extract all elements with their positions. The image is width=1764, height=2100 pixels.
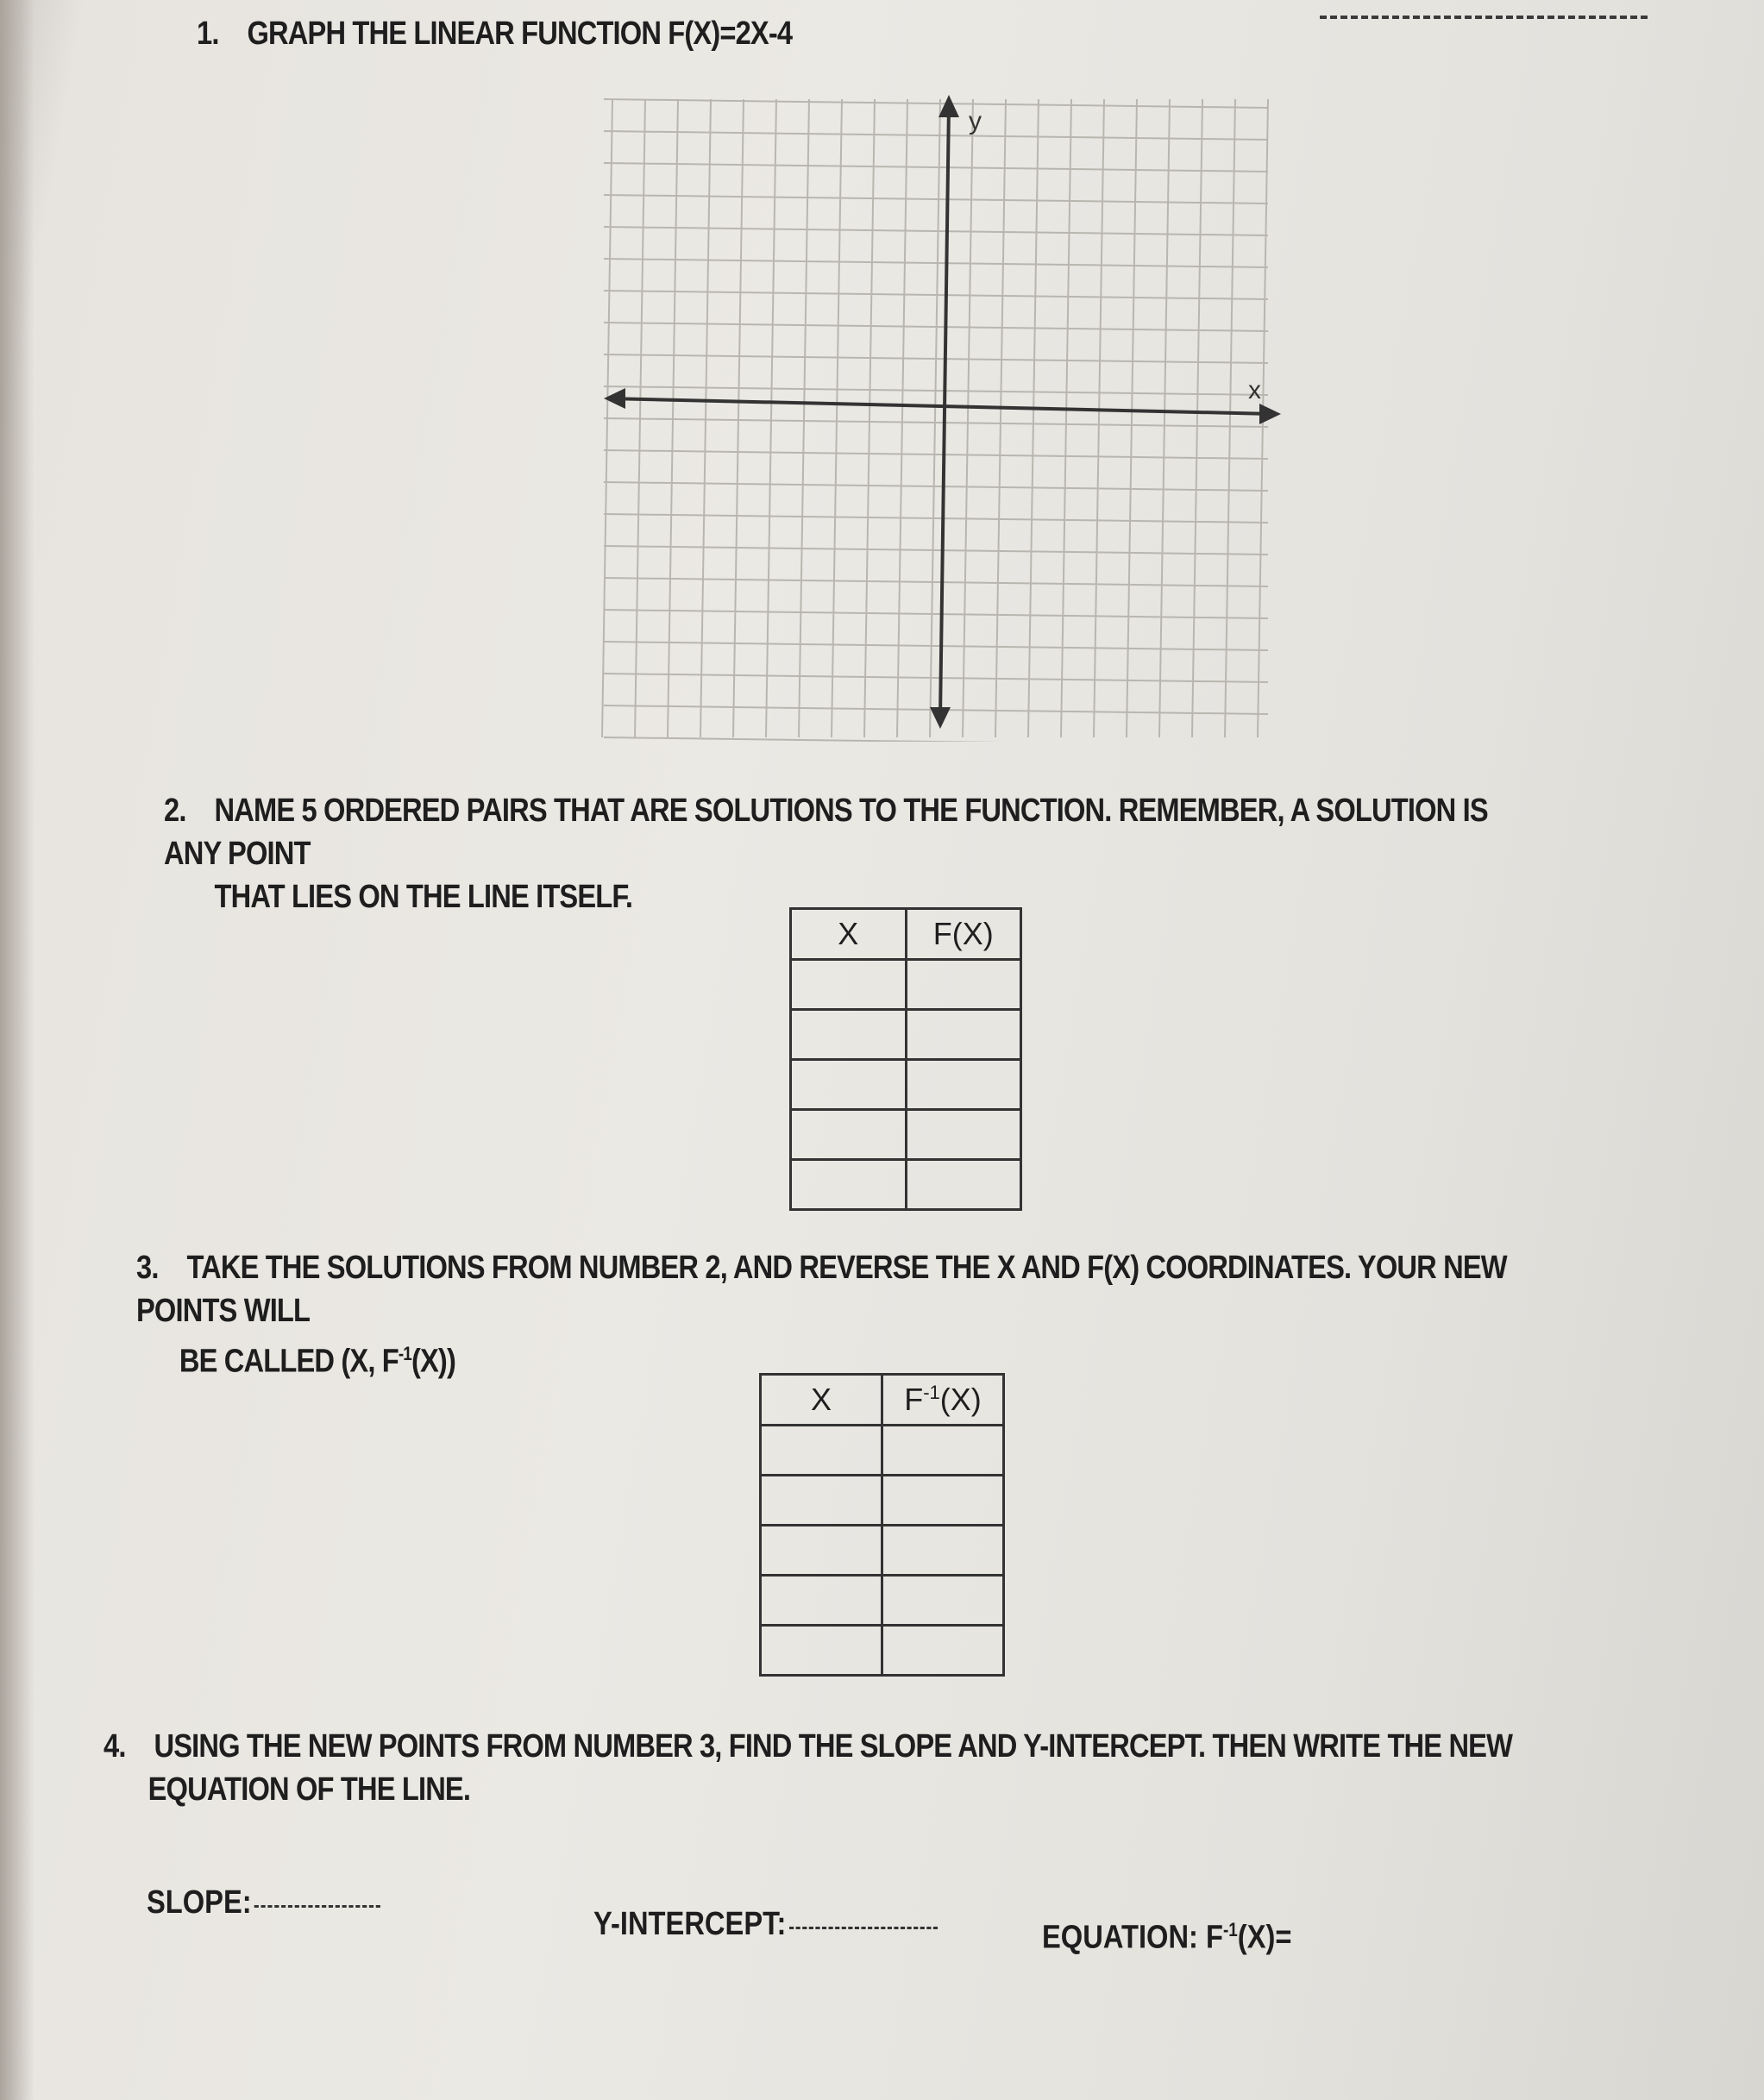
- grid-line-vertical: [963, 99, 973, 737]
- table-cell[interactable]: [791, 960, 907, 1010]
- grid-line-vertical: [1192, 99, 1202, 737]
- page-edge-shadow: [0, 0, 35, 2100]
- table-cell[interactable]: [906, 1010, 1021, 1060]
- table2-header-x: X: [761, 1375, 882, 1426]
- ordered-pairs-table: [789, 907, 1022, 1211]
- question-3-line1: TAKE THE SOLUTIONS FROM NUMBER 2, AND REVERSE THE X AND F(X) COORDINATES. YOUR NEW POINTS WILL: [136, 1250, 1507, 1329]
- coordinate-grid[interactable]: [591, 86, 1290, 742]
- question-2-line2: THAT LIES ON THE LINE ITSELF.: [214, 879, 633, 915]
- grid-line-vertical: [832, 99, 842, 737]
- table-cell[interactable]: [791, 1160, 907, 1210]
- table-row: [791, 1060, 1021, 1110]
- table-cell[interactable]: [791, 1010, 907, 1060]
- table-row: [761, 1576, 1004, 1626]
- grid-line-vertical: [733, 99, 744, 737]
- x-axis-right-arrow: [1259, 404, 1281, 424]
- question-2-number: 2.: [164, 793, 186, 829]
- table-cell[interactable]: [882, 1426, 1004, 1476]
- grid-line-vertical: [897, 99, 907, 737]
- y-intercept-blank[interactable]: [789, 1927, 938, 1929]
- grid-line-horizontal: [604, 259, 1268, 267]
- grid-line-vertical: [1127, 99, 1137, 737]
- y-intercept-answer[interactable]: [593, 1906, 938, 1943]
- table-cell[interactable]: [791, 1110, 907, 1160]
- y-axis-label: y: [969, 107, 982, 135]
- question-3-sup: -1: [398, 1343, 411, 1364]
- y-axis-bottom-arrow: [930, 707, 951, 729]
- table2-header-sup: -1: [923, 1382, 940, 1403]
- equation-answer[interactable]: [1042, 1919, 1291, 1957]
- table2-header-x-arg: (X): [939, 1382, 982, 1417]
- grid-line-vertical: [1028, 99, 1039, 737]
- table-cell[interactable]: [882, 1526, 1004, 1576]
- slope-label: SLOPE:: [147, 1884, 252, 1921]
- grid-line-vertical: [864, 99, 875, 737]
- table-cell[interactable]: [882, 1476, 1004, 1526]
- grid-line-horizontal: [604, 418, 1268, 427]
- question-1-number: 1.: [197, 16, 219, 52]
- table2-header-finv: [882, 1375, 1004, 1426]
- table-row: [761, 1526, 1004, 1576]
- grid-line-vertical: [995, 99, 1006, 737]
- grid-line-vertical: [1225, 99, 1235, 737]
- table1-header-x: X: [791, 909, 907, 960]
- grid-line-horizontal: [604, 610, 1268, 618]
- question-3-line2-pre: BE CALLED (X, F: [179, 1343, 399, 1380]
- grid-line-vertical: [799, 99, 809, 737]
- coordinate-grid-svg: [591, 86, 1290, 742]
- question-3-line2-post: (X)): [411, 1343, 455, 1380]
- table-row: [761, 1626, 1004, 1676]
- table-cell[interactable]: [761, 1526, 882, 1576]
- top-dashed-line: [1320, 16, 1648, 19]
- question-4-number: 4.: [104, 1728, 126, 1765]
- question-1-text: GRAPH THE LINEAR FUNCTION F(X)=2X-4: [247, 16, 793, 52]
- table-cell[interactable]: [906, 1160, 1021, 1210]
- table-row: [791, 1110, 1021, 1160]
- table-cell[interactable]: [761, 1626, 882, 1676]
- grid-line-horizontal: [604, 99, 1268, 108]
- grid-line-horizontal: [604, 482, 1268, 491]
- table-cell[interactable]: [761, 1426, 882, 1476]
- question-3-number: 3.: [136, 1250, 159, 1286]
- inverse-pairs-table: [759, 1373, 1005, 1677]
- question-2: [164, 789, 1540, 918]
- y-axis: [940, 105, 949, 718]
- table-row: [761, 1476, 1004, 1526]
- grid-line-vertical: [700, 99, 711, 737]
- grid-line-horizontal: [604, 291, 1268, 299]
- equation-label-pre: EQUATION: F: [1042, 1919, 1223, 1956]
- table-cell[interactable]: [906, 1060, 1021, 1110]
- question-4-line2: EQUATION OF THE LINE.: [148, 1771, 471, 1808]
- equation-sup: -1: [1222, 1919, 1238, 1940]
- table-cell[interactable]: [791, 1060, 907, 1110]
- grid-line-vertical: [1159, 99, 1170, 737]
- table-cell[interactable]: [906, 960, 1021, 1010]
- grid-line-vertical: [1094, 99, 1104, 737]
- table-cell[interactable]: [882, 1626, 1004, 1676]
- grid-line-vertical: [930, 99, 940, 737]
- table-cell[interactable]: [906, 1110, 1021, 1160]
- question-4-line1: USING THE NEW POINTS FROM NUMBER 3, FIND THE SLOPE AND Y-INTERCEPT. THEN WRITE THE NEW: [154, 1728, 1513, 1765]
- table-row: [761, 1426, 1004, 1476]
- grid-line-horizontal: [604, 642, 1268, 650]
- table-row: [791, 960, 1021, 1010]
- grid-line-horizontal: [604, 450, 1268, 459]
- grid-line-horizontal: [604, 737, 1268, 742]
- question-4: [104, 1725, 1512, 1811]
- y-intercept-label: Y-INTERCEPT:: [593, 1906, 787, 1942]
- table-cell[interactable]: [761, 1576, 882, 1626]
- grid-lines: [602, 99, 1268, 742]
- equation-label-post: (X)=: [1237, 1919, 1292, 1956]
- table2-header-f: F: [904, 1382, 924, 1417]
- slope-answer[interactable]: [147, 1884, 380, 1921]
- y-axis-top-arrow: [938, 95, 959, 117]
- table-row: [791, 1010, 1021, 1060]
- question-2-line1: NAME 5 ORDERED PAIRS THAT ARE SOLUTIONS TO THE FUNCTION. REMEMBER, A SOLUTION IS ANY POINT: [164, 793, 1488, 872]
- question-3: [136, 1246, 1536, 1383]
- grid-line-horizontal: [604, 674, 1268, 682]
- table1-header-fx: F(X): [906, 909, 1021, 960]
- table-cell[interactable]: [761, 1476, 882, 1526]
- slope-blank[interactable]: [254, 1905, 380, 1908]
- table-row: [791, 1160, 1021, 1210]
- grid-line-vertical: [1061, 99, 1071, 737]
- x-axis-label: x: [1248, 376, 1261, 404]
- grid-line-vertical: [766, 99, 776, 737]
- table-cell[interactable]: [882, 1576, 1004, 1626]
- question-1: [197, 12, 792, 55]
- x-axis: [608, 398, 1272, 414]
